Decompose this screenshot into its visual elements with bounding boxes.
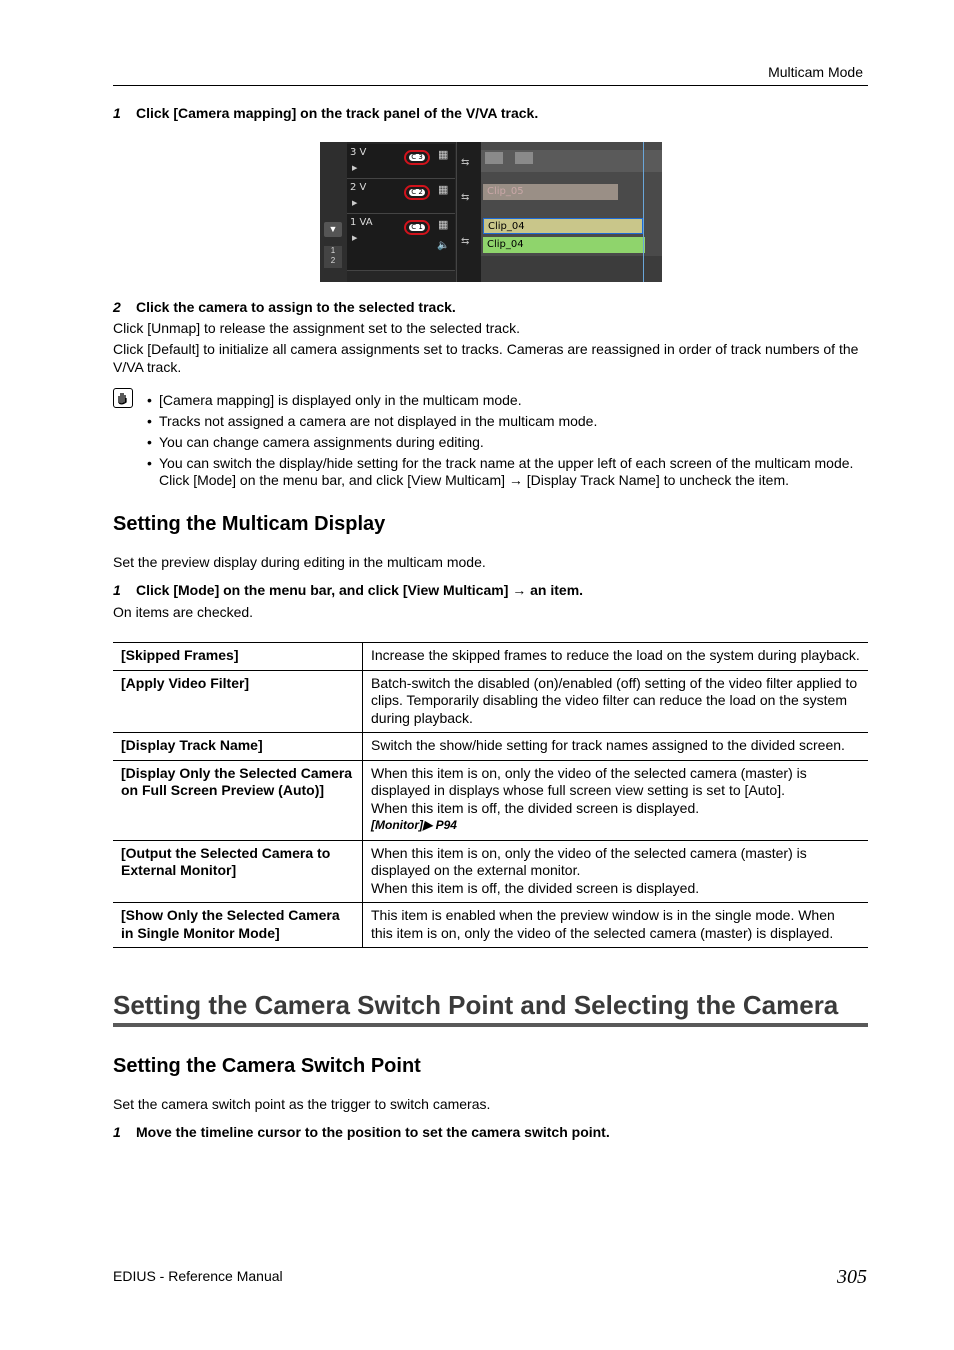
paragraph: Set the camera switch point as the trigger to switch cameras. <box>113 1096 491 1112</box>
option-desc: This item is enabled when the preview window is in the single mode. When this item is on, only the video of the selected camera (master) is displayed. <box>363 903 869 948</box>
step-number: 1 <box>113 105 121 121</box>
step-1-view-multicam <box>113 582 583 598</box>
note-icon <box>113 388 133 408</box>
sync-arrows-icon[interactable]: ⇆ <box>461 157 470 168</box>
header-rule <box>113 85 868 86</box>
table-row <box>113 903 868 948</box>
sync-arrows-icon[interactable]: ⇆ <box>461 192 470 203</box>
note-item: • You can change camera assignments during editing. <box>145 434 875 451</box>
film-icon: ▦ <box>438 184 449 196</box>
link-column <box>456 142 481 282</box>
clip[interactable]: Clip_05 <box>483 184 618 200</box>
option-name: [Show Only the Selected Camera in Single Monitor Mode] <box>113 903 363 948</box>
camera-mapping-button[interactable]: C 1 <box>404 220 430 235</box>
cross-reference[interactable]: [Monitor]▶ P94 <box>371 818 457 832</box>
option-desc: Switch the show/hide setting for track names assigned to the divided screen. <box>363 733 869 761</box>
camera-mapping-button[interactable]: C 3 <box>404 150 430 165</box>
footer-manual-title: EDIUS - Reference Manual <box>113 1268 283 1284</box>
option-name: [Display Only the Selected Camera on Full Screen Preview (Auto)] <box>113 760 363 840</box>
running-header: Multicam Mode <box>768 64 863 80</box>
clip[interactable]: Clip_04 <box>483 237 645 253</box>
table-row <box>113 840 868 903</box>
timeline-area[interactable] <box>481 142 662 282</box>
option-desc: When this item is on, only the video of the selected camera (master) is displayed on the external monitor. When this item is off, the divided screen is displayed. <box>363 840 869 903</box>
option-name: [Output the Selected Camera to External Monitor] <box>113 840 363 903</box>
table-row <box>113 733 868 761</box>
option-desc: Increase the skipped frames to reduce the load on the system during playback. <box>363 643 869 671</box>
view-multicam-options-table <box>113 642 868 948</box>
expand-arrow-icon[interactable]: ▶ <box>352 235 358 242</box>
note-item: • [Camera mapping] is displayed only in the multicam mode. <box>145 392 875 409</box>
timeline-cursor[interactable] <box>643 142 644 282</box>
paragraph: On items are checked. <box>113 604 254 620</box>
track-row-1va <box>347 214 455 271</box>
sync-arrows-icon[interactable]: ⇆ <box>461 236 470 247</box>
step-number: 1 <box>113 1124 121 1140</box>
paragraph: Click [Unmap] to release the assignment set to the selected track. <box>113 320 520 336</box>
patch-indicator: 1 2 <box>324 246 342 268</box>
step-number: 2 <box>113 299 121 315</box>
notes-list <box>145 392 875 493</box>
step-number: 1 <box>113 582 121 598</box>
step-2 <box>113 299 456 315</box>
chapter-rule <box>113 1023 868 1027</box>
track-row-2v <box>347 179 455 214</box>
arrow-right-icon: ▶ <box>422 818 433 832</box>
option-name: [Skipped Frames] <box>113 643 363 671</box>
step-1-timeline-cursor <box>113 1124 610 1140</box>
paragraph: Click [Default] to initialize all camera assignments set to tracks. Cameras are reassigned in order of track numbers of the V/VA track. <box>113 341 859 375</box>
track-name: 3 V <box>350 147 367 158</box>
option-desc: When this item is on, only the video of the selected camera (master) is displayed in displays whose full screen view setting is set to [Auto]. When this item is off, the divided screen is displayed. [Monitor]▶ P94 <box>363 760 869 840</box>
track-panel-screenshot <box>320 142 662 282</box>
option-name: [Display Track Name] <box>113 733 363 761</box>
step-text: Move the timeline cursor to the position to set the camera switch point. <box>136 1124 610 1140</box>
table-row <box>113 643 868 671</box>
clip[interactable]: Clip_04 <box>483 218 643 234</box>
track-name: 2 V <box>350 182 367 193</box>
track-name: 1 VA <box>350 217 373 228</box>
step-text: Click the camera to assign to the selected track. <box>136 299 456 315</box>
film-icon: ▦ <box>438 149 449 161</box>
film-icon: ▦ <box>438 219 449 231</box>
shield-icon: ▼ <box>324 222 342 237</box>
note-item: • You can switch the display/hide setting for the track name at the upper left of each screen of the multicam mode. Click [Mode] on the menu bar, and click [View Multicam] → [Display Track Name] to uncheck the item. <box>145 455 875 489</box>
track-row-3v <box>347 144 455 179</box>
speaker-icon: 🔈 <box>437 240 450 251</box>
step-text: Click [Camera mapping] on the track panel of the V/VA track. <box>136 105 539 121</box>
expand-arrow-icon[interactable]: ▶ <box>352 165 358 172</box>
table-row <box>113 670 868 733</box>
section-heading: Setting the Camera Switch Point <box>113 1055 421 1077</box>
page-number: 305 <box>837 1266 867 1288</box>
table-row <box>113 760 868 840</box>
chapter-heading: Setting the Camera Switch Point and Selecting the Camera <box>113 990 839 1020</box>
option-name: [Apply Video Filter] <box>113 670 363 733</box>
camera-mapping-button[interactable]: C 2 <box>404 185 430 200</box>
step-1 <box>113 105 538 121</box>
expand-arrow-icon[interactable]: ▶ <box>352 200 358 207</box>
note-item: • Tracks not assigned a camera are not displayed in the multicam mode. <box>145 413 875 430</box>
option-desc: Batch-switch the disabled (on)/enabled (off) setting of the video filter applied to clips. Temporarily disabling the video filter can reduce the load on the system during playback. <box>363 670 869 733</box>
section-heading: Setting the Multicam Display <box>113 513 386 535</box>
paragraph: Set the preview display during editing in the multicam mode. <box>113 554 486 570</box>
step-text: Click [Mode] on the menu bar, and click [View Multicam] → an item. <box>136 582 584 598</box>
